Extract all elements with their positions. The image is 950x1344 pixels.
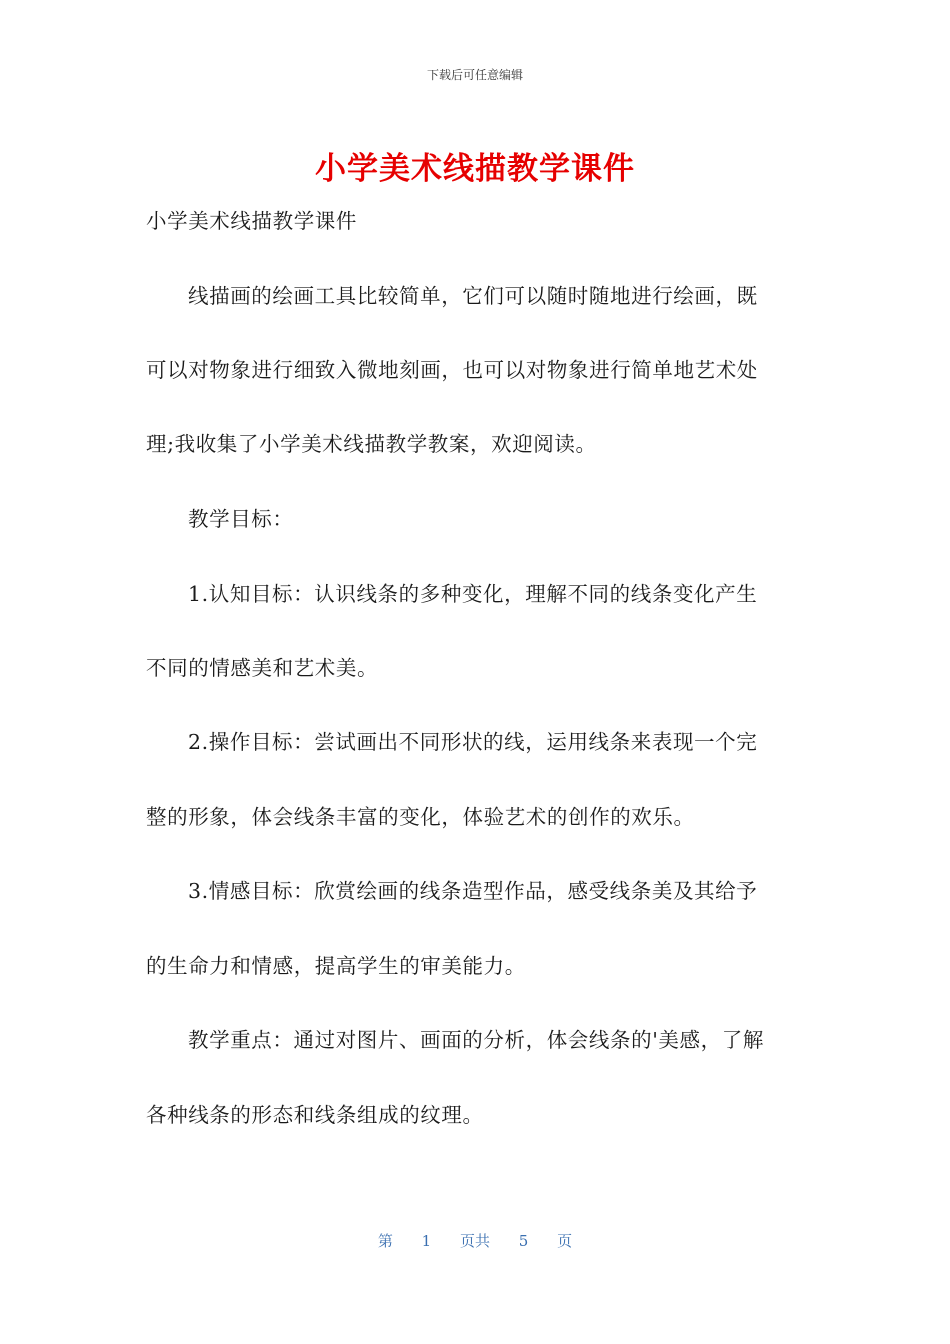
paragraph-line: 3.情感目标：欣赏绘画的线条造型作品，感受线条美及其给予: [188, 879, 758, 903]
paragraph-line: 可以对物象进行细致入微地刻画，也可以对物象进行简单地艺术处: [146, 358, 758, 382]
document-title: 小学美术线描教学课件: [315, 151, 635, 187]
footer-prefix: 第: [377, 1232, 393, 1250]
header-note: 下载后可任意编辑: [426, 68, 523, 82]
paragraph-line: 不同的情感美和艺术美。: [146, 656, 379, 680]
footer-mid: 页共: [459, 1232, 490, 1250]
paragraph-line: 的生命力和情感，提高学生的审美能力。: [146, 954, 526, 978]
paragraph-line: 1.认知目标：认识线条的多种变化，理解不同的线条变化产生: [188, 582, 758, 606]
page-footer: [0, 1230, 950, 1251]
footer-total-pages: 5: [518, 1232, 529, 1250]
paragraph-line: 线描画的绘画工具比较简单，它们可以随时随地进行绘画，既: [188, 284, 758, 308]
paragraph-line: 整的形象，体会线条丰富的变化，体验艺术的创作的欢乐。: [146, 805, 695, 829]
paragraph-line: 2.操作目标：尝试画出不同形状的线，运用线条来表现一个完: [188, 730, 758, 754]
paragraph-line: 教学重点：通过对图片、画面的分析，体会线条的'美感，了解: [188, 1028, 764, 1052]
paragraph-line: 理;我收集了小学美术线描教学教案，欢迎阅读。: [146, 432, 597, 456]
section-heading: 教学目标：: [188, 507, 294, 531]
paragraph-line: 各种线条的形态和线条组成的纹理。: [146, 1103, 484, 1127]
footer-page-number: 1: [421, 1232, 432, 1250]
subtitle-line: 小学美术线描教学课件: [146, 209, 357, 233]
footer-suffix: 页: [557, 1232, 573, 1250]
